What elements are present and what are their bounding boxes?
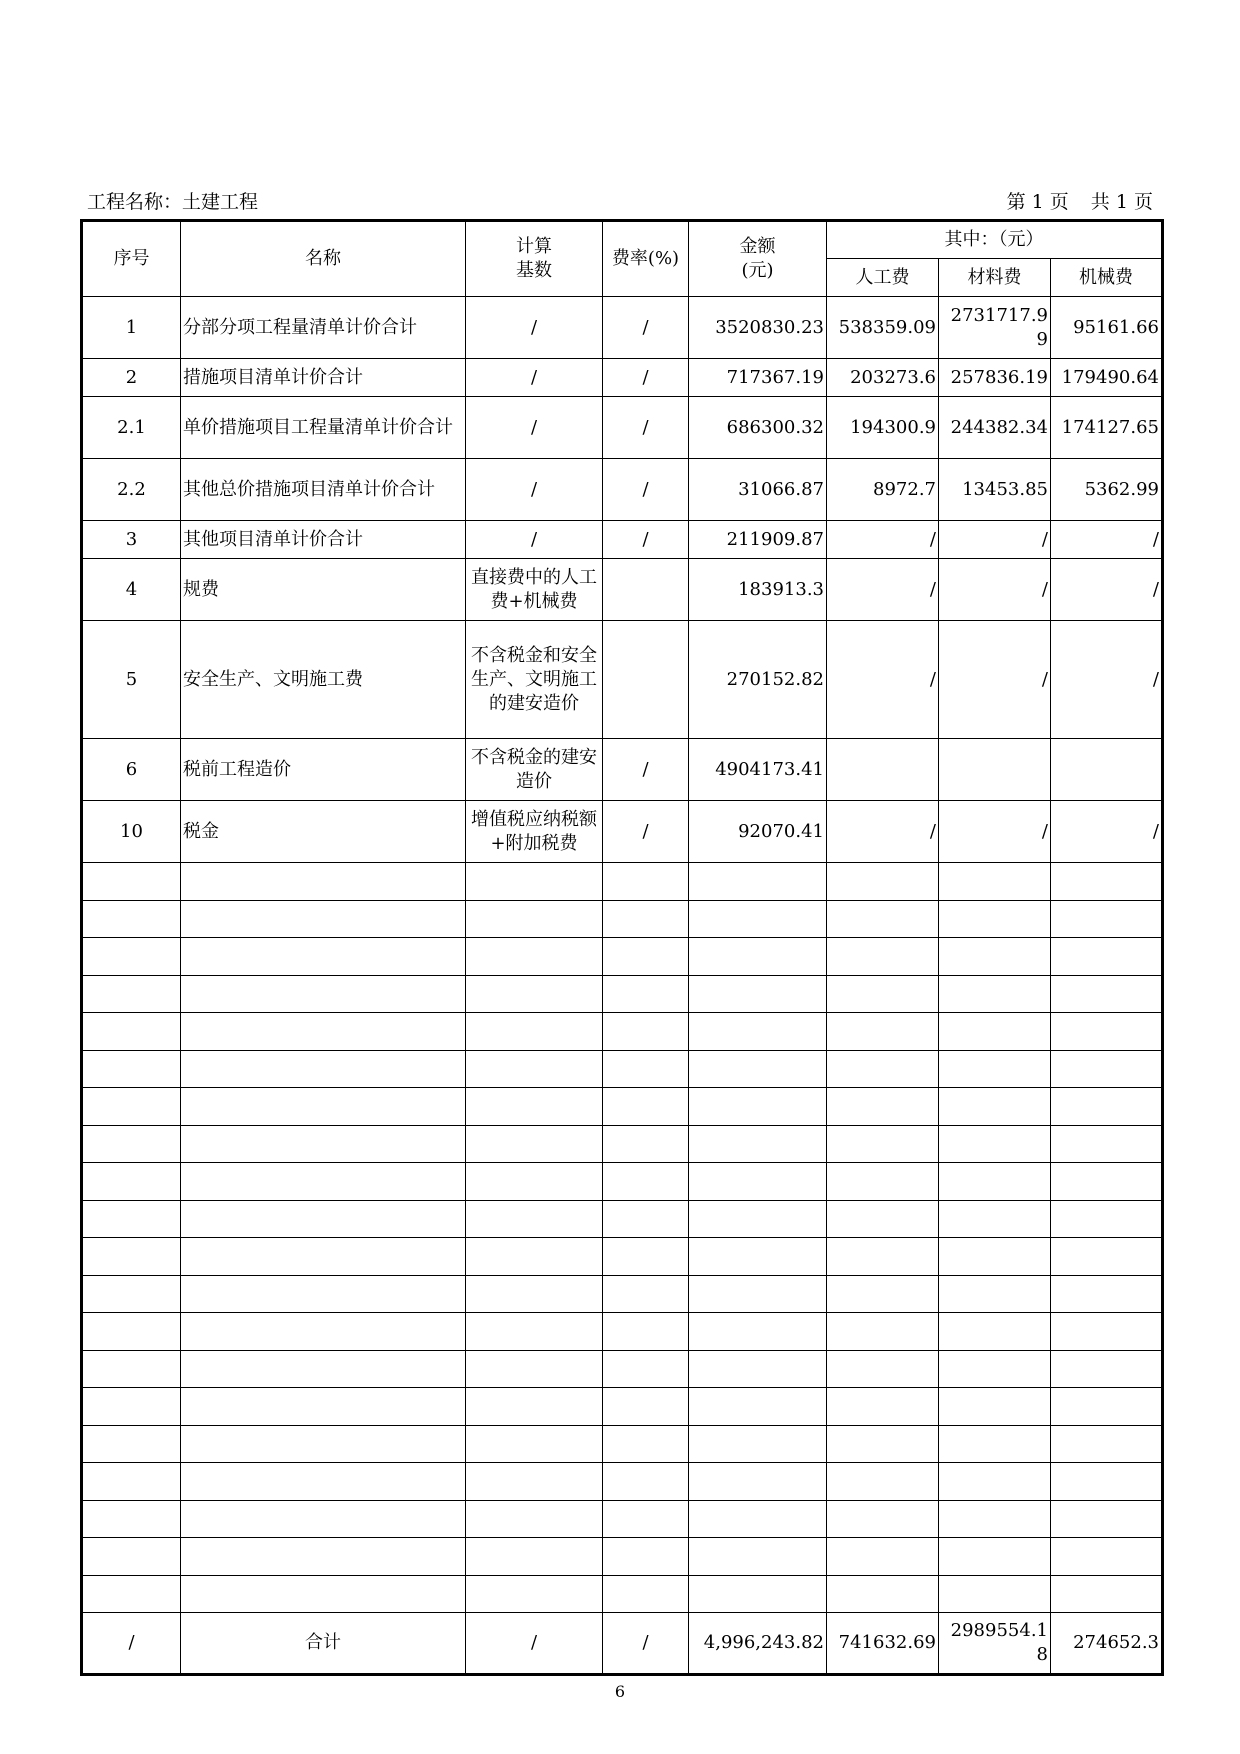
empty-row [82,1388,1163,1426]
cell-basis [466,863,603,901]
cell-basis [466,1575,603,1613]
cell-rate [603,1538,689,1576]
cell-basis [466,938,603,976]
cell-name: 其他总价措施项目清单计价合计 [181,459,466,521]
cell-name [181,1388,466,1426]
cell-material [939,1425,1051,1463]
cell-name [181,1088,466,1126]
cell-labor [827,1200,939,1238]
empty-row [82,1575,1163,1613]
cell-basis: / [466,459,603,521]
cell-rate [603,900,689,938]
empty-row [82,1463,1163,1501]
cell-basis [466,975,603,1013]
header-labor: 人工费 [827,259,939,297]
cell-seq [82,1425,181,1463]
cell-material [939,1238,1051,1276]
cell-name [181,1163,466,1201]
cell-material [939,1050,1051,1088]
cell-rate: / [603,1613,689,1675]
cell-material [939,1313,1051,1351]
cell-name [181,1013,466,1051]
cell-machine: 179490.64 [1051,359,1163,397]
cell-rate [603,1238,689,1276]
cell-labor: 538359.09 [827,297,939,359]
cell-amount: 270152.82 [689,621,827,739]
cell-machine [1051,1013,1163,1051]
cell-material [939,1350,1051,1388]
cell-name [181,1313,466,1351]
cell-amount [689,1313,827,1351]
cell-seq [82,1088,181,1126]
cell-rate [603,1200,689,1238]
cell-seq [82,1463,181,1501]
cell-basis [466,1125,603,1163]
cell-rate [603,1275,689,1313]
cell-seq: 10 [82,801,181,863]
header-amount: 金额 (元) [689,221,827,297]
cell-basis: / [466,359,603,397]
table-row [82,559,1163,621]
cell-name [181,1050,466,1088]
cell-machine [1051,1088,1163,1126]
cell-labor [827,1163,939,1201]
cell-basis [466,900,603,938]
cell-seq [82,863,181,901]
cell-seq [82,900,181,938]
cell-rate [603,863,689,901]
cell-amount: 211909.87 [689,521,827,559]
cell-machine [1051,938,1163,976]
cell-labor [827,1500,939,1538]
cell-machine [1051,1500,1163,1538]
cell-basis: 增值税应纳税额+附加税费 [466,801,603,863]
cell-rate [603,1575,689,1613]
cell-amount [689,1088,827,1126]
empty-row [82,938,1163,976]
cell-basis [466,1088,603,1126]
cell-seq [82,1350,181,1388]
cell-name: 分部分项工程量清单计价合计 [181,297,466,359]
cell-rate [603,1050,689,1088]
cell-material: 244382.34 [939,397,1051,459]
cell-material: 13453.85 [939,459,1051,521]
cell-labor [827,863,939,901]
empty-row [82,1275,1163,1313]
cell-name: 税金 [181,801,466,863]
page-indicator [1007,190,1153,214]
cell-labor: / [827,801,939,863]
cell-seq: 6 [82,739,181,801]
cell-machine: / [1051,521,1163,559]
cell-labor [827,1238,939,1276]
cell-machine: / [1051,559,1163,621]
cell-material [939,863,1051,901]
cell-seq: 1 [82,297,181,359]
cell-material [939,1538,1051,1576]
cell-seq [82,1163,181,1201]
cell-rate [603,1013,689,1051]
cell-basis [466,1313,603,1351]
cell-basis [466,1388,603,1426]
cell-basis [466,1013,603,1051]
cell-amount [689,1013,827,1051]
header-basis: 计算 基数 [466,221,603,297]
cell-name: 税前工程造价 [181,739,466,801]
cell-machine [1051,900,1163,938]
cell-name: 其他项目清单计价合计 [181,521,466,559]
cell-labor: 741632.69 [827,1613,939,1675]
cell-amount [689,1163,827,1201]
cell-machine [1051,1125,1163,1163]
empty-row [82,1425,1163,1463]
table-row [82,739,1163,801]
cell-rate [603,975,689,1013]
cell-material [939,1163,1051,1201]
cell-name [181,1350,466,1388]
cell-name [181,1200,466,1238]
table-row [82,359,1163,397]
cell-name: 安全生产、文明施工费 [181,621,466,739]
cell-labor [827,1013,939,1051]
project-name: 工程名称：土建工程 [87,191,259,213]
cell-machine: / [1051,621,1163,739]
cell-basis: / [466,1613,603,1675]
cell-rate [603,1388,689,1426]
header-seq: 序号 [82,221,181,297]
cell-rate: / [603,359,689,397]
cell-machine [1051,1200,1163,1238]
cell-seq [82,1538,181,1576]
cell-name: 规费 [181,559,466,621]
cell-labor [827,938,939,976]
cell-material: 2731717.99 [939,297,1051,359]
cell-amount [689,1500,827,1538]
empty-row [82,1538,1163,1576]
cell-material [939,900,1051,938]
cell-labor: / [827,521,939,559]
cell-material [939,1388,1051,1426]
cell-machine [1051,1313,1163,1351]
cell-labor [827,1050,939,1088]
cell-seq: / [82,1613,181,1675]
cell-seq [82,1388,181,1426]
cell-labor [827,1575,939,1613]
cell-material: / [939,559,1051,621]
cell-machine [1051,1050,1163,1088]
table-row [82,397,1163,459]
cell-basis [466,1275,603,1313]
table-row [82,459,1163,521]
cell-rate [603,621,689,739]
cell-machine [1051,1275,1163,1313]
cell-material [939,1088,1051,1126]
cell-material: / [939,521,1051,559]
cell-name [181,1463,466,1501]
cell-labor [827,1125,939,1163]
cell-name [181,1538,466,1576]
cell-name [181,975,466,1013]
empty-row [82,1350,1163,1388]
cell-basis: / [466,521,603,559]
cell-material [939,1275,1051,1313]
cell-rate: / [603,801,689,863]
cell-basis: 不含税金的建安造价 [466,739,603,801]
cell-amount [689,1350,827,1388]
cell-name [181,1275,466,1313]
empty-row [82,1088,1163,1126]
page-footer-number: 6 [614,1682,626,1701]
cell-material: 257836.19 [939,359,1051,397]
cell-amount: 4904173.41 [689,739,827,801]
cell-rate: / [603,521,689,559]
cell-seq: 2.2 [82,459,181,521]
cell-rate [603,938,689,976]
cell-machine [1051,1575,1163,1613]
empty-row [82,1200,1163,1238]
header-name: 名称 [181,221,466,297]
cell-material [939,1575,1051,1613]
header-machine: 机械费 [1051,259,1163,297]
cell-material [939,938,1051,976]
cell-material: 2989554.18 [939,1613,1051,1675]
cell-rate: / [603,397,689,459]
cell-rate [603,1313,689,1351]
cell-rate [603,1463,689,1501]
cell-name: 单价措施项目工程量清单计价合计 [181,397,466,459]
empty-row [82,863,1163,901]
cell-machine: 95161.66 [1051,297,1163,359]
cell-seq: 2 [82,359,181,397]
empty-row [82,1163,1163,1201]
cell-name [181,1425,466,1463]
cell-amount: 31066.87 [689,459,827,521]
cell-amount [689,975,827,1013]
cell-basis: / [466,397,603,459]
cell-seq [82,1238,181,1276]
cell-amount [689,1275,827,1313]
cell-amount [689,1575,827,1613]
cell-amount [689,863,827,901]
cell-machine: 5362.99 [1051,459,1163,521]
cell-amount [689,1425,827,1463]
cell-material [939,1200,1051,1238]
cell-rate [603,559,689,621]
cell-machine [1051,1538,1163,1576]
page-prefix: 第 [1006,191,1026,213]
cell-name [181,1125,466,1163]
cell-seq [82,1050,181,1088]
cell-amount [689,1050,827,1088]
cell-amount [689,938,827,976]
cell-machine [1051,975,1163,1013]
cell-material [939,739,1051,801]
header-of-which: 其中：（元） [827,221,1163,259]
cost-summary-table [80,219,1164,1676]
empty-row [82,1313,1163,1351]
total-suffix: 页 [1133,191,1153,213]
cell-seq [82,938,181,976]
cell-machine [1051,1163,1163,1201]
cell-seq [82,1313,181,1351]
cell-machine [1051,1238,1163,1276]
cell-labor: 8972.7 [827,459,939,521]
cell-name [181,1575,466,1613]
cell-machine: / [1051,801,1163,863]
cell-amount: 4,996,243.82 [689,1613,827,1675]
cell-amount: 183913.3 [689,559,827,621]
cell-labor [827,739,939,801]
cell-basis [466,1500,603,1538]
cell-seq: 4 [82,559,181,621]
cell-seq [82,1125,181,1163]
cell-machine [1051,1350,1163,1388]
cell-material [939,975,1051,1013]
table-row [82,621,1163,739]
cell-seq: 3 [82,521,181,559]
cell-seq [82,975,181,1013]
cell-labor [827,1538,939,1576]
cell-machine [1051,863,1163,901]
cell-material [939,1463,1051,1501]
cell-amount: 717367.19 [689,359,827,397]
cell-basis [466,1463,603,1501]
cell-seq [82,1500,181,1538]
cell-amount [689,1125,827,1163]
cell-material: / [939,621,1051,739]
page-suffix: 页 [1049,191,1069,213]
empty-row [82,900,1163,938]
cell-material [939,1125,1051,1163]
cell-amount: 3520830.23 [689,297,827,359]
cell-name [181,900,466,938]
cell-seq [82,1200,181,1238]
cell-labor: 194300.9 [827,397,939,459]
cell-machine [1051,739,1163,801]
cell-seq: 5 [82,621,181,739]
empty-row [82,975,1163,1013]
cell-name [181,1238,466,1276]
cell-rate: / [603,297,689,359]
cell-basis [466,1538,603,1576]
empty-row [82,1050,1163,1088]
empty-row [82,1500,1163,1538]
total-row [82,1613,1163,1675]
cell-name: 合计 [181,1613,466,1675]
cell-labor [827,1313,939,1351]
cell-machine: 174127.65 [1051,397,1163,459]
cell-labor [827,1388,939,1426]
cell-labor [827,1088,939,1126]
cell-basis [466,1163,603,1201]
cell-material: / [939,801,1051,863]
table-row [82,521,1163,559]
cell-basis [466,1350,603,1388]
cell-basis [466,1238,603,1276]
header-material: 材料费 [939,259,1051,297]
table-row [82,801,1163,863]
empty-row [82,1238,1163,1276]
cell-labor [827,975,939,1013]
cell-basis [466,1050,603,1088]
cell-rate [603,1088,689,1126]
cell-basis [466,1200,603,1238]
cell-rate [603,1350,689,1388]
cell-labor [827,1275,939,1313]
cell-labor [827,900,939,938]
cell-amount: 92070.41 [689,801,827,863]
cell-machine [1051,1463,1163,1501]
cell-material [939,1013,1051,1051]
cell-seq [82,1275,181,1313]
header-rate: 费率(%) [603,221,689,297]
cell-basis [466,1425,603,1463]
empty-row [82,1013,1163,1051]
cell-name [181,863,466,901]
cell-machine [1051,1388,1163,1426]
cell-basis: 不含税金和安全生产、文明施工的建安造价 [466,621,603,739]
cell-labor: 203273.6 [827,359,939,397]
cell-basis: / [466,297,603,359]
cell-labor [827,1463,939,1501]
cell-machine [1051,1425,1163,1463]
cell-labor [827,1425,939,1463]
cell-seq [82,1013,181,1051]
cell-amount [689,1238,827,1276]
cell-amount [689,1388,827,1426]
cell-rate [603,1500,689,1538]
cell-name: 措施项目清单计价合计 [181,359,466,397]
cell-labor: / [827,559,939,621]
cell-amount [689,900,827,938]
cell-name [181,1500,466,1538]
page-number: 1 [1031,191,1044,213]
cell-amount [689,1538,827,1576]
cell-rate: / [603,459,689,521]
cell-labor [827,1350,939,1388]
cell-amount [689,1463,827,1501]
cell-rate: / [603,739,689,801]
total-pages: 1 [1115,191,1128,213]
cell-amount: 686300.32 [689,397,827,459]
table-row [82,297,1163,359]
cell-amount [689,1200,827,1238]
cell-basis: 直接费中的人工费+机械费 [466,559,603,621]
cell-rate [603,1163,689,1201]
cell-material [939,1500,1051,1538]
total-prefix: 共 [1090,191,1110,213]
table-body [82,297,1163,1675]
cell-seq: 2.1 [82,397,181,459]
cell-machine: 274652.3 [1051,1613,1163,1675]
cell-seq [82,1575,181,1613]
empty-row [82,1125,1163,1163]
cell-rate [603,1425,689,1463]
cell-labor: / [827,621,939,739]
cell-name [181,938,466,976]
cell-rate [603,1125,689,1163]
